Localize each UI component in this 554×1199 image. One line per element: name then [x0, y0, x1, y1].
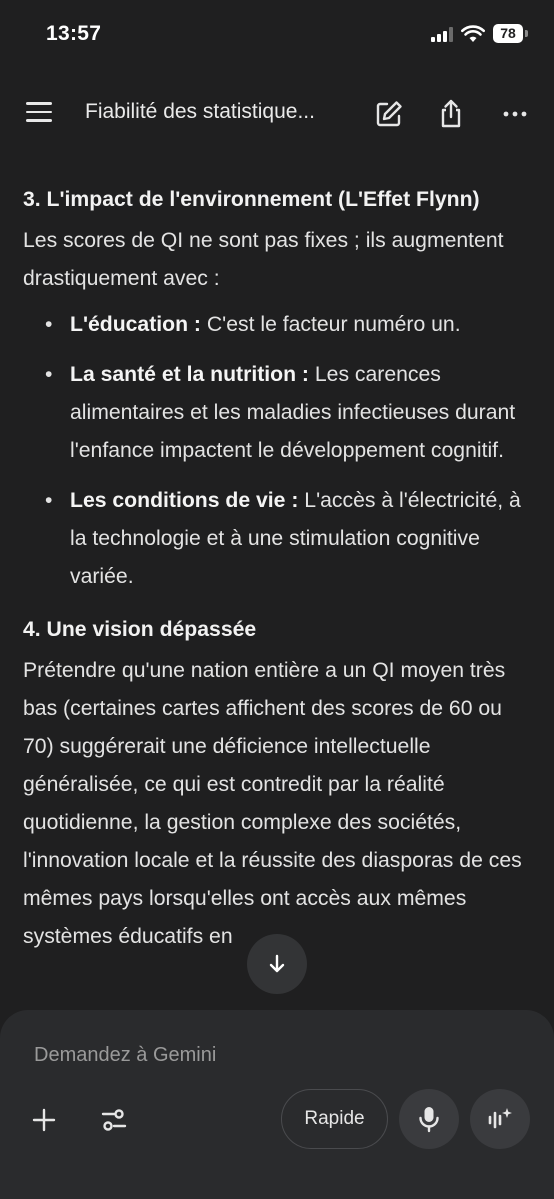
app-header: [0, 82, 554, 146]
list-item-text: C'est le facteur numéro un.: [200, 313, 461, 336]
mic-button[interactable]: [399, 1089, 459, 1149]
tools-button[interactable]: [92, 1098, 136, 1142]
list-item-bold: La santé et la nutrition :: [70, 363, 309, 386]
more-icon: [498, 97, 532, 131]
list-item: • La santé et la nutrition : Les carences alimentaires et les maladies infectieuses durant l'enfance impactent le développement cognitif.: [45, 363, 516, 462]
more-options-button[interactable]: [498, 97, 532, 131]
status-bar: [0, 0, 554, 70]
composer: [0, 1010, 554, 1199]
edit-button[interactable]: [372, 97, 406, 131]
live-button[interactable]: [470, 1089, 530, 1149]
status-icons: [431, 24, 528, 43]
arrow-down-icon: [266, 953, 288, 975]
list-item-bold: Les conditions de vie :: [70, 489, 299, 512]
plus-icon: [31, 1107, 57, 1133]
conversation-title[interactable]: Fiabilité des statistique...: [85, 100, 315, 123]
live-icon: [485, 1104, 515, 1134]
mic-icon: [416, 1105, 442, 1133]
share-icon: [434, 97, 468, 131]
list-item-text: L'accès à l'électricité, à la technologie et à une stimulation cognitive variée.: [70, 489, 521, 588]
section4-paragraph: Prétendre qu'une nation entière a un QI moyen très bas (certaines cartes affichent des scores de 60 ou 70) suggérerait une déficience intellectuelle généralisée, ce qui est contredit par la réalité quotidienne, la gestion complexe des sociétés, l'innovation locale et la réussite des diasporas de ces mêmes pays lorsqu'elles ont accès aux mêmes systèmes éducatifs en: [23, 659, 522, 948]
list-item-text: Les carences alimentaires et les maladies infectieuses durant l'enfance impactent le développement cognitif.: [70, 363, 516, 462]
wifi-icon: [461, 25, 485, 43]
battery-icon: [525, 30, 528, 37]
model-mode-button[interactable]: Rapide: [281, 1089, 388, 1149]
signal-icon: [431, 26, 453, 42]
prompt-input[interactable]: Demandez à Gemini: [34, 1044, 217, 1066]
list-item: • L'éducation : C'est le facteur numéro un.: [45, 313, 461, 336]
tools-icon: [99, 1105, 129, 1135]
add-attachment-button[interactable]: [22, 1098, 66, 1142]
list-item: • Les conditions de vie : L'accès à l'électricité, à la technologie et à une stimulation cognitive variée.: [45, 489, 521, 588]
battery-level: 78: [493, 24, 523, 43]
section4-heading: 4. Une vision dépassée: [23, 618, 257, 641]
status-time: 13:57: [46, 22, 102, 45]
response-content: [23, 178, 533, 956]
edit-icon: [372, 97, 406, 131]
section3-intro: Les scores de QI ne sont pas fixes ; ils augmentent drastiquement avec :: [23, 229, 504, 290]
list-item-bold: L'éducation :: [70, 313, 201, 336]
scroll-down-button[interactable]: [247, 934, 307, 994]
menu-icon[interactable]: [26, 102, 52, 122]
share-button[interactable]: [434, 97, 468, 131]
section3-list: [23, 306, 533, 596]
section3-heading: 3. L'impact de l'environnement (L'Effet Flynn): [23, 188, 480, 211]
